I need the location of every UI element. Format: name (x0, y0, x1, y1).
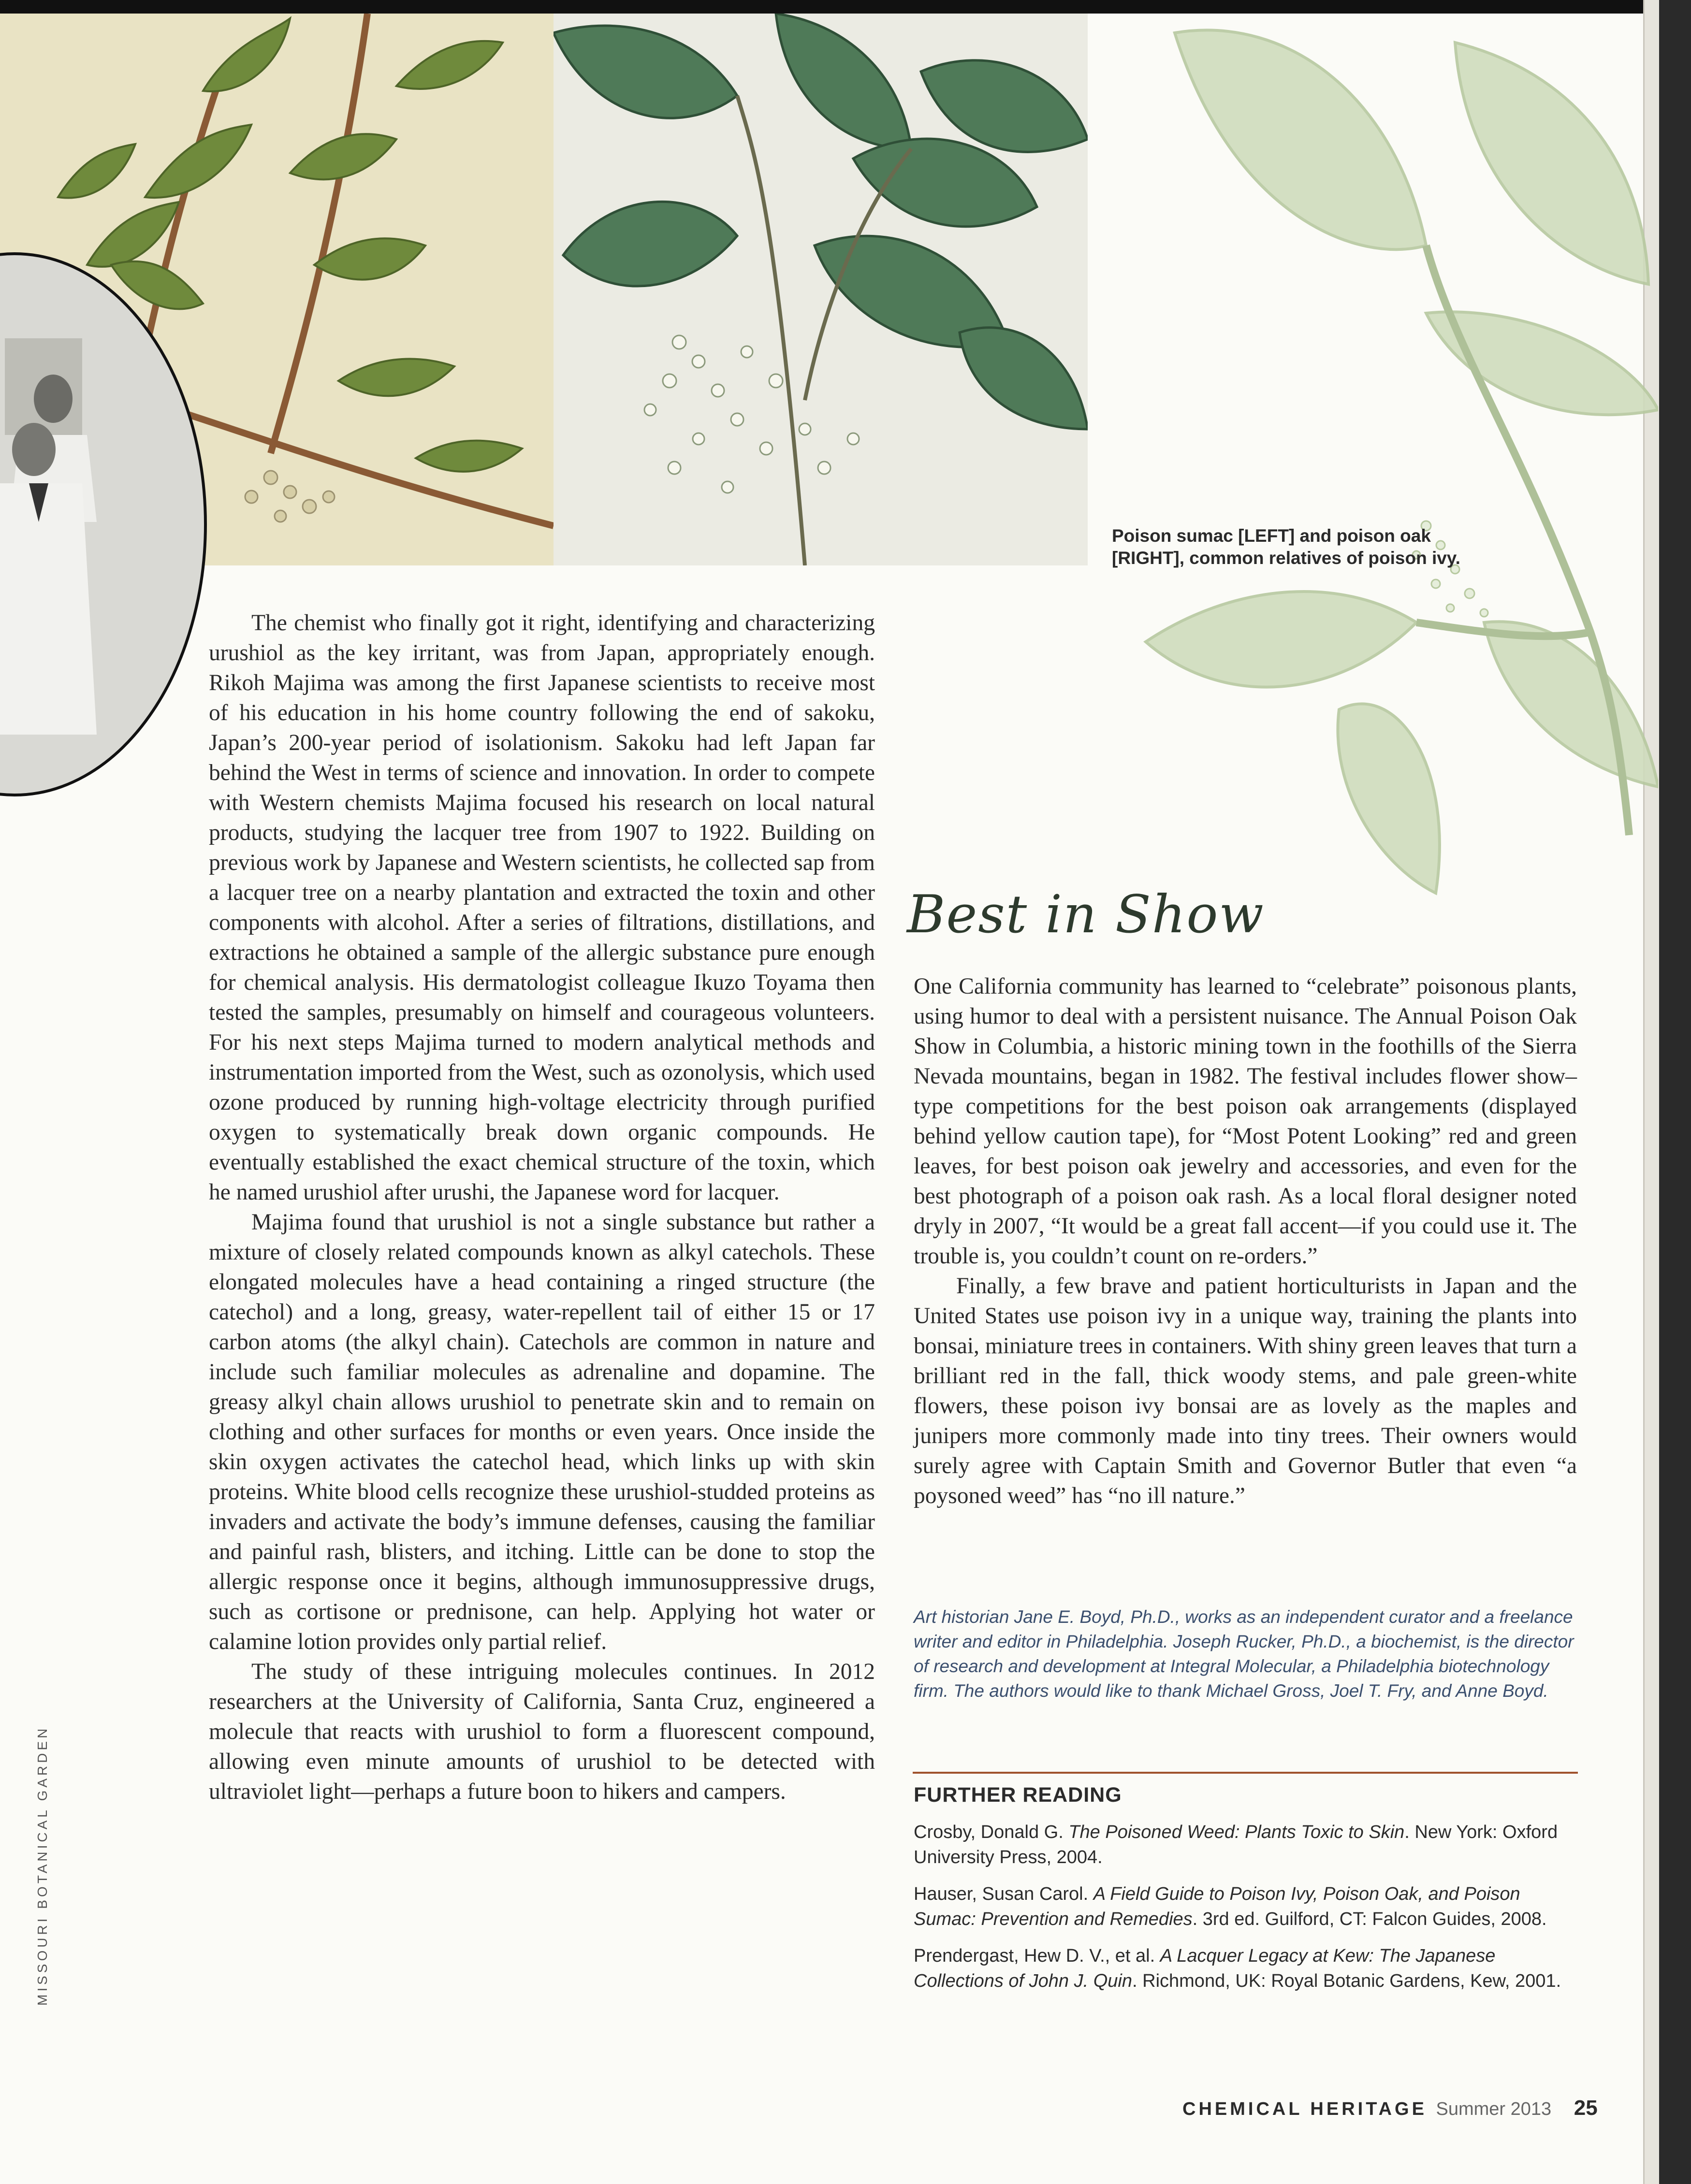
paragraph-3: The study of these intriguing molecules continues. In 2012 researchers at the University of California, Santa Cruz, engineered a molecule that reacts with urushiol to form a fluorescent compound, allowing even minute amounts of urushiol to be detected with ultraviolet light—perhaps a future boon to hikers and campers. (209, 1659, 875, 1804)
scan-border-right (1659, 0, 1691, 2184)
scan-border-top (0, 0, 1691, 14)
sidebar-column (914, 971, 1577, 1511)
page-number: 25 (1574, 2096, 1598, 2120)
portrait-inset (0, 251, 213, 797)
sidebar-paragraph-2: Finally, a few brave and patient horticulturists in Japan and the United States use poison ivy in a unique way, training the plants into bonsai, miniature trees in containers. With shiny green leaves that turn a brilliant red in the fall, thick woody stems, and pale green-white flowers, these poison ivy bonsai are as lovely as the maples and junipers more commonly made into tiny trees. Their owners would surely agree with Captain Smith and Governor Butler that even “a poysoned weed” has “no ill nature.” (914, 1273, 1577, 1508)
section-divider (913, 1772, 1578, 1774)
page-footer (1182, 2096, 1598, 2120)
magazine-name: CHEMICAL HERITAGE (1182, 2099, 1427, 2119)
paragraph-2: Majima found that urushiol is not a single substance but rather a mixture of closely related compounds known as alkyl catechols. These elongated molecules have a head containing a ringed structure (the catechol) and a long, greasy, water-repellent tail of either 15 or 17 carbon atoms (the alkyl chain). Catechols are common in nature and include such familiar molecules as adrenaline and dopamine. The greasy alkyl chain allows urushiol to penetrate skin and to remain on clothing and other surfaces for months or even years. Once inside the skin oxygen activates the catechol head, which links up with skin proteins. White blood cells recognize these urushiol-studded proteins as invaders and activate the body’s immune defenses, causing the familiar and painful rash, blisters, and itching. Little can be done to stop the allergic response once it begins, although immunosuppressive drugs, such as cortisone or prednisone, can help. Applying hot water or calamine lotion provides only partial relief. (209, 1210, 875, 1654)
author-bio: Art historian Jane E. Boyd, Ph.D., works as an independent curator and a freelance writer and editor in Philadelphia. Joseph Rucker, Ph.D., a biochemist, is the director of research and development at Integral Molecular, a Philadelphia biotechnology firm. The authors would like to thank Michael Gross, Joel T. Fry, and Anne Boyd. (914, 1607, 1574, 1701)
poison-oak-illustration (554, 14, 1088, 565)
reference-item: Prendergast, Hew D. V., et al. A Lacquer Legacy at Kew: The Japanese Collections of John J. Quin. Richmond, UK: Royal Botanic Gardens, Kew, 2001. (914, 1946, 1561, 1991)
paragraph-1: The chemist who finally got it right, identifying and characterizing urushiol as the key irritant, was from Japan, appropriately enough. Rikoh Majima was among the first Japanese scientists to receive most of his education in his home country following the end of sakoku, Japan’s 200-year period of isolationism. Sakoku had left Japan far behind the West in terms of science and innovation. In order to compete with Western chemists Majima focused his research on local natural products, studying the lacquer tree from 1907 to 1922. Building on previous work by Japanese and Western scientists, he collected sap from a lacquer tree on a nearby plantation and extracted the toxin and other components with alcohol. After a series of filtrations, distillations, and extractions he obtained a sample of the allergic substance pure enough for chemical analysis. His dermatologist colleague Ikuzo Toyama then tested the samples, presumably on himself and courageous volunteers. For his next steps Majima turned to modern analytical methods and instrumentation imported from the West, such as ozonolysis, which used ozone produced by running high-voltage electricity through purified oxygen to systematically break down organic compounds. He eventually established the exact chemical structure of the toxin, which he named urushiol after urushi, the Japanese word for lacquer. (209, 610, 875, 1205)
poison-ivy-illustration (1088, 14, 1658, 980)
article-left-column (209, 608, 875, 1807)
reference-item: Hauser, Susan Carol. A Field Guide to Poison Ivy, Poison Oak, and Poison Sumac: Prevention and Remedies. 3rd ed. Guilford, CT: Falcon Guides, 2008. (914, 1884, 1547, 1929)
image-credit: MISSOURI BOTANICAL GARDEN (35, 1725, 50, 2006)
sidebar-paragraph-1: One California community has learned to “celebrate” poisonous plants, using humor to deal with a persistent nuisance. The Annual Poison Oak Show in Columbia, a historic mining town in the foothills of the Sierra Nevada mountains, began in 1982. The festival includes flower show–type competitions for the best poison oak arrangements (displayed behind yellow caution tape), for “Most Potent Looking” red and green leaves, for best poison oak jewelry and accessories, and even for the best photograph of a poison oak rash. As a local floral designer noted dryly in 2007, “It would be a great fall accent—if you could use it. The trouble is, you couldn’t count on re-orders.” (914, 974, 1577, 1269)
further-reading-title: FURTHER READING (914, 1783, 1122, 1807)
further-reading-list (914, 1820, 1577, 2005)
issue-date: Summer 2013 (1436, 2099, 1552, 2119)
figure-caption: Poison sumac [LEFT] and poison oak [RIGHT], common relatives of poison ivy. (1112, 526, 1460, 568)
sidebar-heading: Best in Show (907, 884, 1265, 945)
reference-item: Crosby, Donald G. The Poisoned Weed: Plants Toxic to Skin. New York: Oxford University Press, 2004. (914, 1822, 1558, 1867)
